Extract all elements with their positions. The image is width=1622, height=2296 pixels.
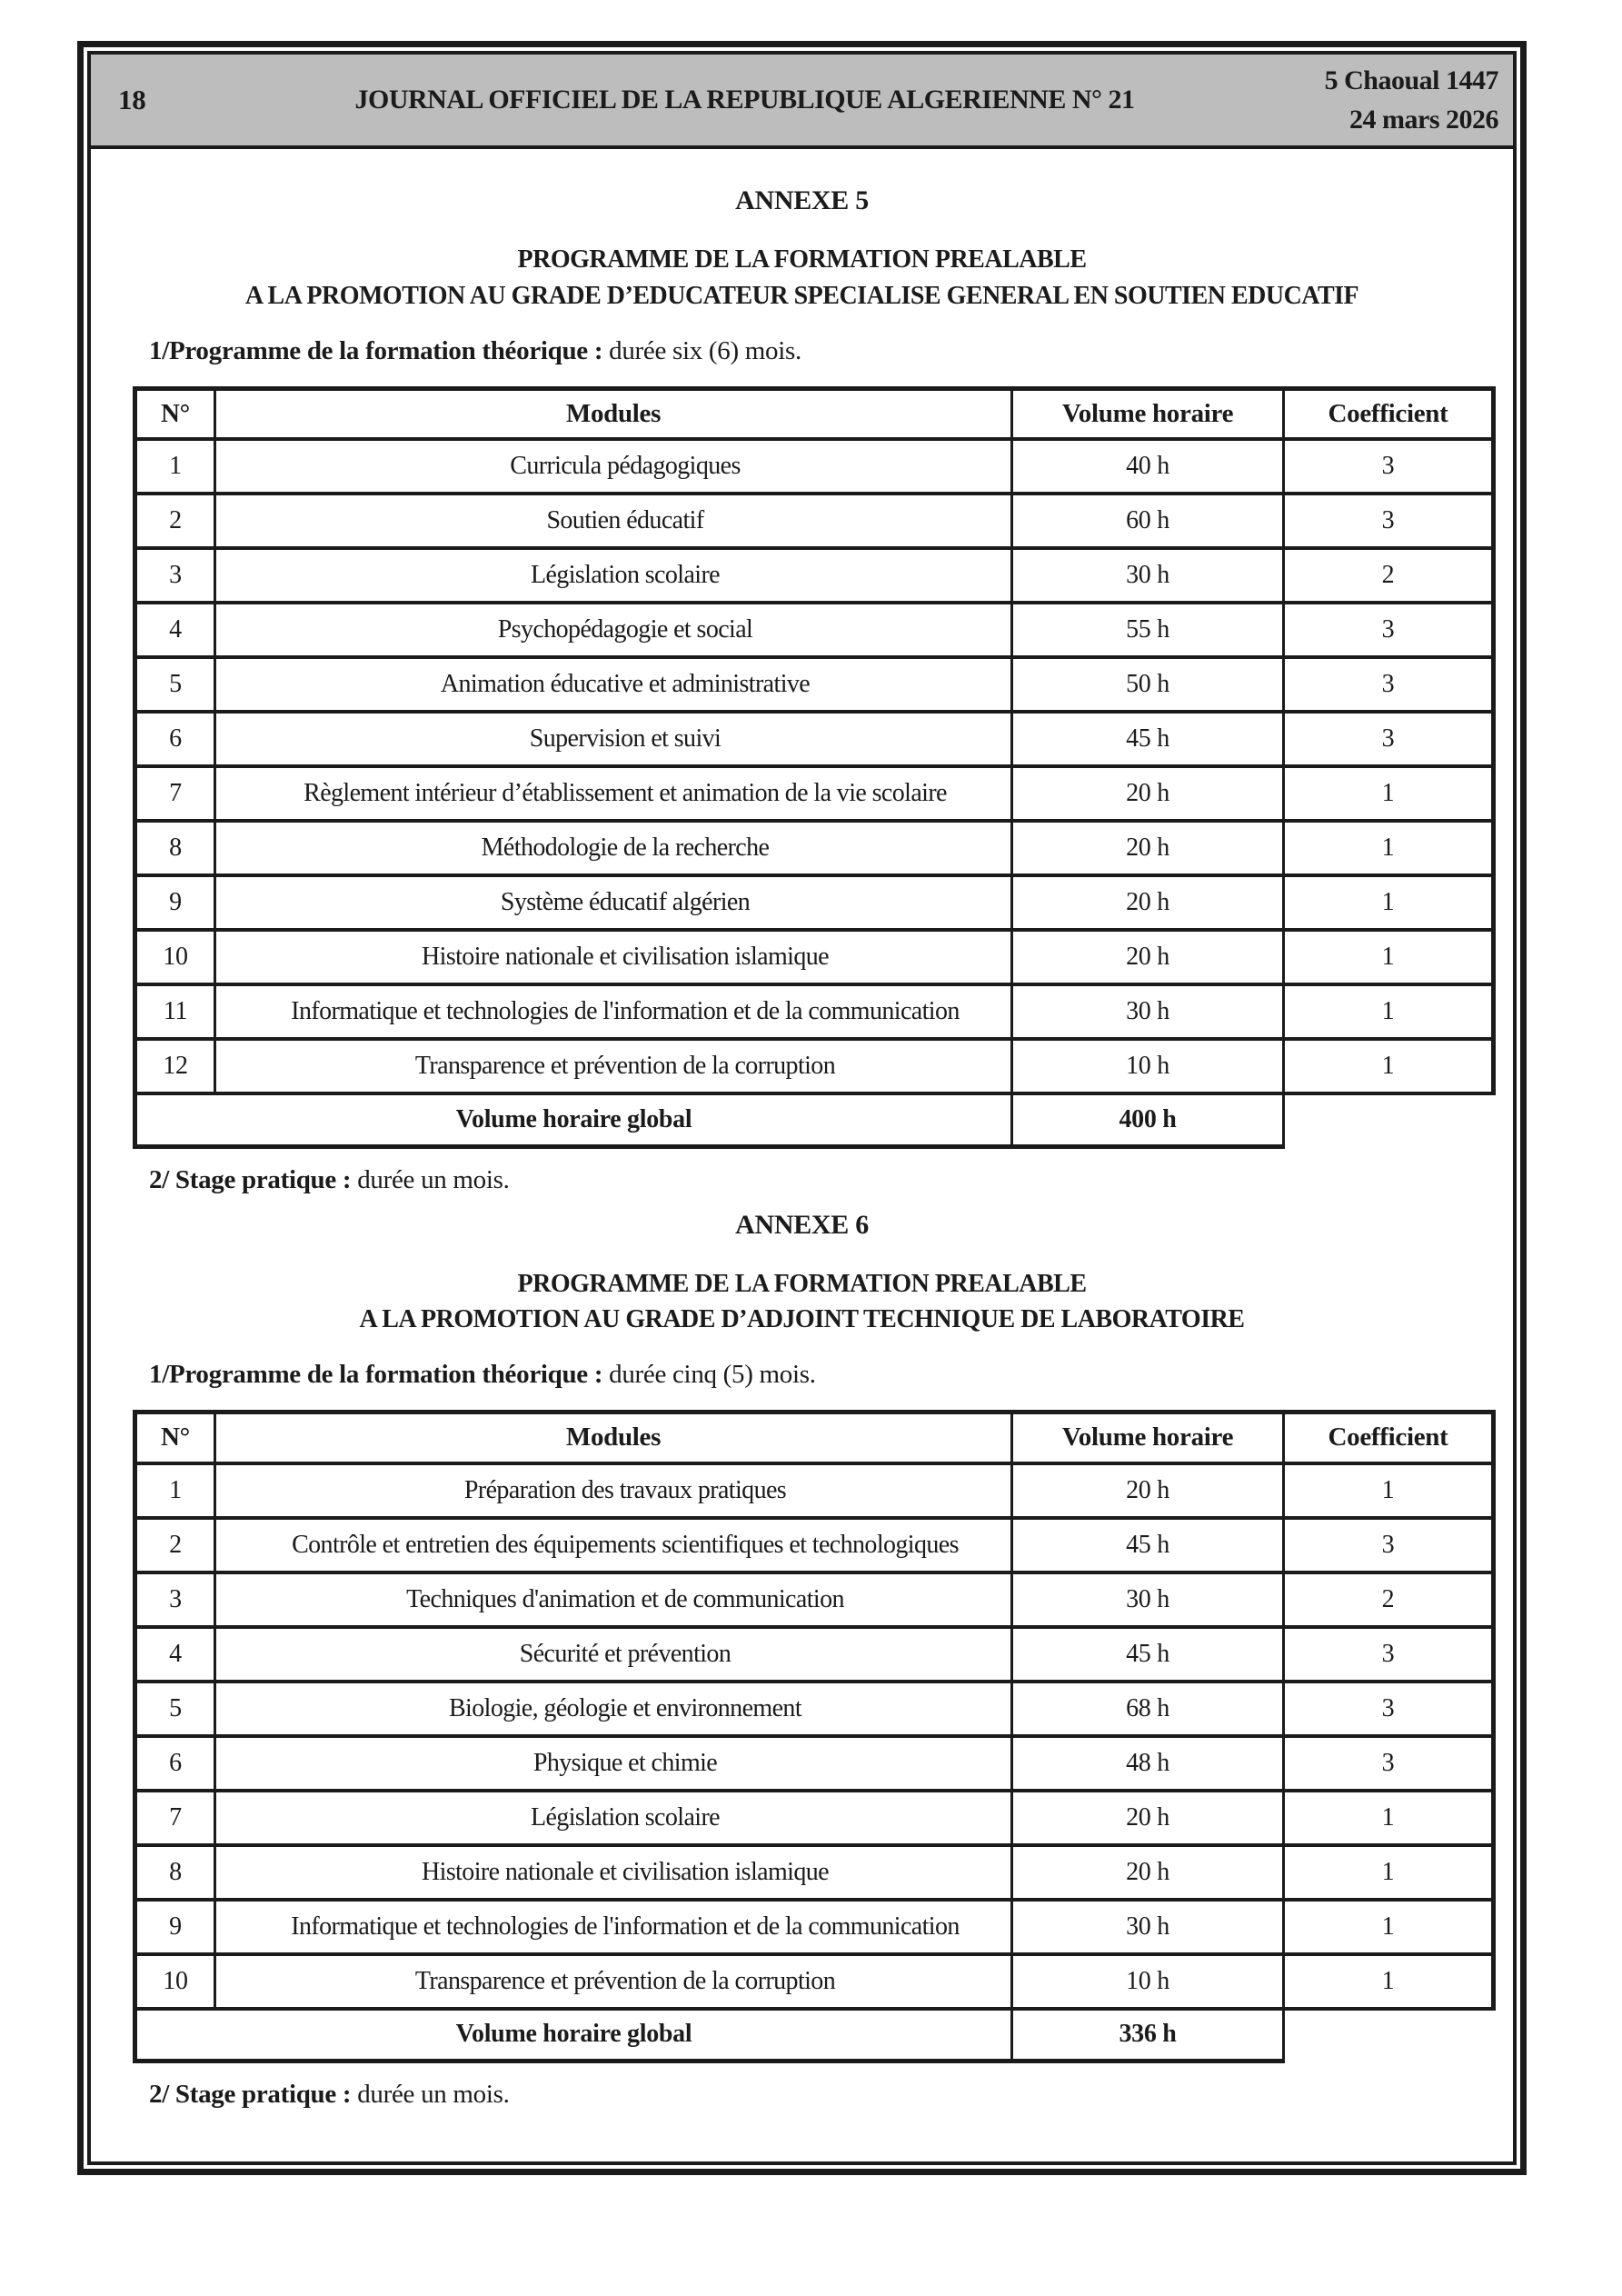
annexe5-intro-rest: durée six (6) mois.: [602, 335, 801, 365]
table-row: [135, 984, 1494, 1039]
cell-n: 7: [135, 766, 215, 821]
table-row: [135, 712, 1494, 766]
cell-n: 3: [135, 1572, 215, 1627]
page-number: 18: [118, 84, 146, 115]
cell-volume: 20 h: [1012, 1463, 1284, 1518]
cell-coeff: 1: [1284, 875, 1494, 930]
annexe5-stage-rest: durée un mois.: [351, 1164, 510, 1194]
cell-coeff: 1: [1284, 1463, 1494, 1518]
cell-volume: 20 h: [1012, 930, 1284, 984]
cell-volume: 40 h: [1012, 439, 1284, 494]
cell-volume: 48 h: [1012, 1736, 1284, 1791]
cell-volume: 45 h: [1012, 712, 1284, 766]
annexe5-subtitle-line1: PROGRAMME DE LA FORMATION PREALABLE: [517, 245, 1087, 274]
cell-n: 4: [135, 1627, 215, 1682]
cell-coeff: 1: [1284, 984, 1494, 1039]
annexe6-intro-rest: durée cinq (5) mois.: [602, 1360, 816, 1389]
cell-n: 10: [135, 1954, 215, 2009]
annexe6-subtitle-line1: PROGRAMME DE LA FORMATION PREALABLE: [517, 1269, 1087, 1298]
cell-module: Histoire nationale et civilisation islamique: [215, 930, 1012, 984]
cell-volume: 45 h: [1012, 1627, 1284, 1682]
cell-module: Transparence et prévention de la corruption: [215, 1954, 1012, 2009]
annexe6-table-body: [135, 1463, 1494, 2009]
total-label: Volume horaire global: [135, 1093, 1012, 1146]
annexe6-stage-rest: durée un mois.: [351, 2080, 510, 2109]
cell-n: 2: [135, 1518, 215, 1572]
cell-volume: 10 h: [1012, 1039, 1284, 1093]
cell-volume: 30 h: [1012, 984, 1284, 1039]
header-cell-volume: Volume horaire: [1012, 1413, 1284, 1463]
cell-module: Techniques d'animation et de communication: [215, 1572, 1012, 1627]
page-inner-frame: [87, 51, 1517, 2165]
annexe5-title: ANNEXE 5: [735, 185, 869, 215]
cell-module: Informatique et technologies de l'information et de la communication: [215, 1900, 1012, 1954]
cell-coeff: 1: [1284, 1039, 1494, 1093]
cell-n: 9: [135, 875, 215, 930]
cell-module: Soutien éducatif: [215, 494, 1012, 548]
cell-coeff: 3: [1284, 494, 1494, 548]
cell-module: Histoire nationale et civilisation islamique: [215, 1845, 1012, 1900]
cell-module: Supervision et suivi: [215, 712, 1012, 766]
cell-module: Curricula pédagogiques: [215, 439, 1012, 494]
cell-coeff: 3: [1284, 1736, 1494, 1791]
annexe6-intro-lead: 1/Programme de la formation théorique :: [149, 1360, 603, 1389]
header-cell-volume: Volume horaire: [1012, 388, 1284, 439]
page-header-band: [91, 55, 1513, 149]
page-content: [91, 149, 1513, 2161]
cell-coeff: 3: [1284, 1518, 1494, 1572]
cell-module: Animation éducative et administrative: [215, 657, 1012, 712]
cell-n: 5: [135, 657, 215, 712]
table-row: [135, 494, 1494, 548]
cell-coeff: 1: [1284, 930, 1494, 984]
date-hijri: 5 Chaoual 1447: [1324, 65, 1498, 95]
table-row: [135, 1627, 1494, 1682]
total-value: 400 h: [1012, 1093, 1284, 1146]
table-row: [135, 1845, 1494, 1900]
cell-n: 1: [135, 1463, 215, 1518]
cell-volume: 20 h: [1012, 821, 1284, 875]
cell-n: 2: [135, 494, 215, 548]
table-row: [135, 821, 1494, 875]
cell-volume: 20 h: [1012, 1845, 1284, 1900]
annexe5-table-head: [135, 388, 1494, 439]
cell-coeff: 1: [1284, 1791, 1494, 1845]
table-row: [135, 766, 1494, 821]
table-row: [135, 1463, 1494, 1518]
cell-volume: 30 h: [1012, 1900, 1284, 1954]
cell-module: Physique et chimie: [215, 1736, 1012, 1791]
cell-coeff: 1: [1284, 1954, 1494, 2009]
annexe5-table-foot: [135, 1093, 1494, 1146]
cell-module: Contrôle et entretien des équipements scientifiques et technologiques: [215, 1518, 1012, 1572]
header-cell-coeff: Coefficient: [1284, 388, 1494, 439]
table-row: [135, 603, 1494, 657]
annexe6-subtitle: [133, 1266, 1471, 1339]
table-row: [135, 1736, 1494, 1791]
table-row: [135, 1682, 1494, 1736]
cell-volume: 20 h: [1012, 1791, 1284, 1845]
cell-n: 11: [135, 984, 215, 1039]
table-row: [135, 548, 1494, 603]
cell-volume: 68 h: [1012, 1682, 1284, 1736]
cell-module: Système éducatif algérien: [215, 875, 1012, 930]
cell-coeff: 3: [1284, 439, 1494, 494]
annexe5-subtitle: [133, 242, 1471, 314]
cell-module: Législation scolaire: [215, 1791, 1012, 1845]
annexe6-modules-table: [133, 1410, 1496, 2063]
cell-n: 9: [135, 1900, 215, 1954]
table-row: [135, 1900, 1494, 1954]
table-row: [135, 657, 1494, 712]
annexe5-subtitle-line2: A LA PROMOTION AU GRADE D’EDUCATEUR SPECIALISE GENERAL EN SOUTIEN EDUCATIF: [244, 281, 1359, 310]
annexe6-stage-lead: 2/ Stage pratique :: [149, 2080, 352, 2109]
cell-coeff: 3: [1284, 657, 1494, 712]
cell-module: Préparation des travaux pratiques: [215, 1463, 1012, 1518]
header-cell-n: N°: [135, 1413, 215, 1463]
header-dates: [1253, 61, 1498, 140]
table-total-row: [135, 2009, 1494, 2061]
total-empty-cell: [1284, 1093, 1494, 1146]
table-row: [135, 875, 1494, 930]
table-total-row: [135, 1093, 1494, 1146]
cell-coeff: 2: [1284, 1572, 1494, 1627]
annexe6-subtitle-line2: A LA PROMOTION AU GRADE D’ADJOINT TECHNIQUE DE LABORATOIRE: [359, 1305, 1245, 1334]
cell-module: Règlement intérieur d’établissement et animation de la vie scolaire: [215, 766, 1012, 821]
cell-module: Psychopédagogie et social: [215, 603, 1012, 657]
total-value: 336 h: [1012, 2009, 1284, 2061]
annexe5-stage-lead: 2/ Stage pratique :: [149, 1164, 352, 1194]
cell-module: Biologie, géologie et environnement: [215, 1682, 1012, 1736]
cell-coeff: 3: [1284, 603, 1494, 657]
table-row: [135, 1039, 1494, 1093]
cell-n: 10: [135, 930, 215, 984]
table-row: [135, 1791, 1494, 1845]
annexe6-table-head: [135, 1413, 1494, 1463]
header-cell-module: Modules: [215, 1413, 1012, 1463]
cell-coeff: 3: [1284, 712, 1494, 766]
cell-volume: 10 h: [1012, 1954, 1284, 2009]
cell-module: Sécurité et prévention: [215, 1627, 1012, 1682]
cell-module: Informatique et technologies de l'information et de la communication: [215, 984, 1012, 1039]
cell-volume: 45 h: [1012, 1518, 1284, 1572]
cell-coeff: 3: [1284, 1627, 1494, 1682]
header-cell-module: Modules: [215, 388, 1012, 439]
cell-coeff: 1: [1284, 766, 1494, 821]
cell-n: 6: [135, 1736, 215, 1791]
annexe5-modules-table: [133, 386, 1496, 1149]
cell-volume: 55 h: [1012, 603, 1284, 657]
cell-module: Législation scolaire: [215, 548, 1012, 603]
table-row: [135, 1572, 1494, 1627]
annexe6-table-foot: [135, 2009, 1494, 2061]
annexe5-table-body: [135, 439, 1494, 1093]
cell-volume: 30 h: [1012, 1572, 1284, 1627]
cell-module: Méthodologie de la recherche: [215, 821, 1012, 875]
cell-coeff: 3: [1284, 1682, 1494, 1736]
cell-module: Transparence et prévention de la corruption: [215, 1039, 1012, 1093]
cell-volume: 20 h: [1012, 766, 1284, 821]
date-gregorian: 24 mars 2026: [1349, 105, 1498, 135]
cell-n: 8: [135, 821, 215, 875]
journal-title: JOURNAL OFFICIEL DE LA REPUBLIQUE ALGERIENNE N° 21: [354, 85, 1135, 115]
cell-volume: 30 h: [1012, 548, 1284, 603]
annexe5-stage: [149, 1165, 1471, 1195]
cell-n: 1: [135, 439, 215, 494]
annexe6-title: ANNEXE 6: [735, 1209, 869, 1240]
cell-n: 3: [135, 548, 215, 603]
cell-coeff: 1: [1284, 821, 1494, 875]
page-frame: [77, 41, 1527, 2175]
annexe6-intro: [149, 1360, 1471, 1390]
header-cell-coeff: Coefficient: [1284, 1413, 1494, 1463]
cell-coeff: 2: [1284, 548, 1494, 603]
annexe5-intro: [149, 336, 1471, 366]
annexe6-stage: [149, 2080, 1471, 2110]
cell-n: 12: [135, 1039, 215, 1093]
annexe5-intro-lead: 1/Programme de la formation théorique :: [149, 335, 603, 365]
total-label: Volume horaire global: [135, 2009, 1012, 2061]
total-empty-cell: [1284, 2009, 1494, 2061]
cell-n: 5: [135, 1682, 215, 1736]
cell-volume: 50 h: [1012, 657, 1284, 712]
table-row: [135, 1954, 1494, 2009]
cell-n: 8: [135, 1845, 215, 1900]
cell-coeff: 1: [1284, 1900, 1494, 1954]
cell-coeff: 1: [1284, 1845, 1494, 1900]
header-cell-n: N°: [135, 388, 215, 439]
cell-n: 6: [135, 712, 215, 766]
table-row: [135, 1518, 1494, 1572]
cell-n: 7: [135, 1791, 215, 1845]
table-header-row: [135, 1413, 1494, 1463]
cell-n: 4: [135, 603, 215, 657]
table-header-row: [135, 388, 1494, 439]
table-row: [135, 930, 1494, 984]
cell-volume: 60 h: [1012, 494, 1284, 548]
cell-volume: 20 h: [1012, 875, 1284, 930]
table-row: [135, 439, 1494, 494]
